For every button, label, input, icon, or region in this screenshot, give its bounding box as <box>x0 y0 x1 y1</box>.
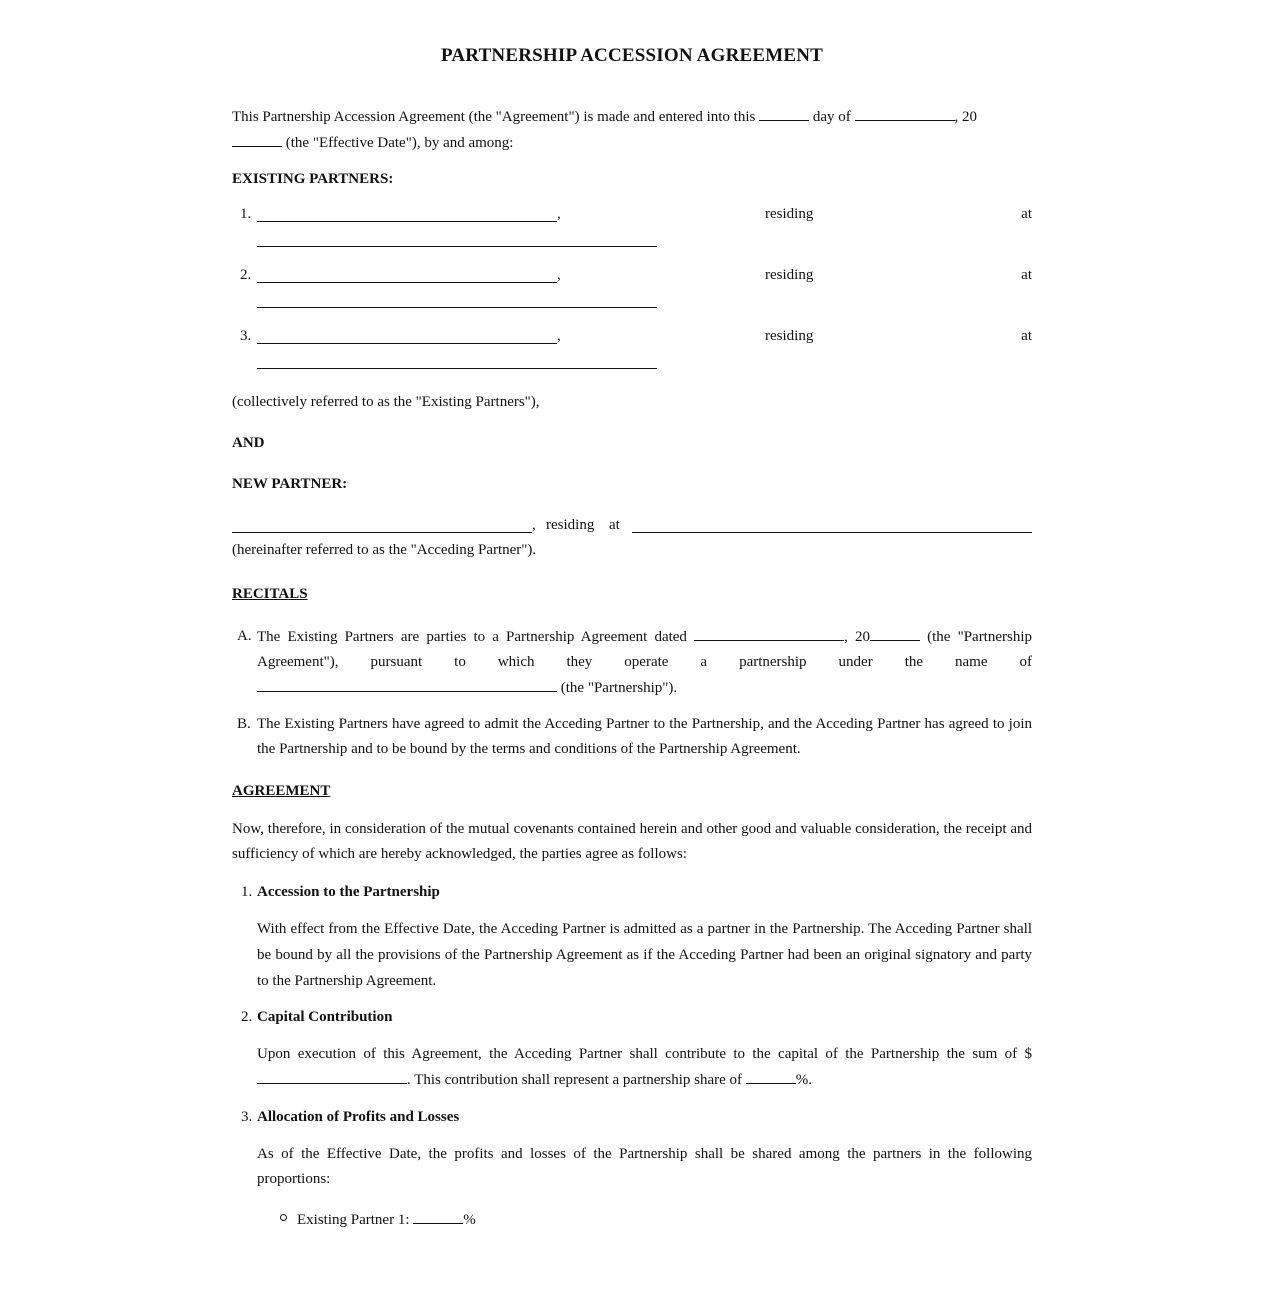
residing-text: residing <box>765 267 814 283</box>
agreement-date-blank[interactable] <box>694 624 844 641</box>
agreement-heading: AGREEMENT <box>232 783 331 799</box>
partner-name-blank[interactable] <box>257 221 557 222</box>
partner-address-blank[interactable] <box>257 368 657 369</box>
intro-text-1: This Partnership Accession Agreement (the "Agreement") is made and entered into this <box>232 109 756 125</box>
collective-text: (collectively referred to as the "Existing Partners"), <box>232 394 540 410</box>
year-prefix-text: , 20 <box>954 109 978 125</box>
at-text: at <box>609 517 620 533</box>
day-of-text: day of <box>812 109 851 125</box>
recital-a-text-3: (the "Partnership"). <box>560 680 678 696</box>
partner-address-blank[interactable] <box>257 246 657 247</box>
new-partner-heading: NEW PARTNER: <box>232 476 348 492</box>
at-text: at <box>1021 267 1032 283</box>
recital-a-line-2: Agreement"), pursuant to which they operate a partnership under the name of <box>257 654 1032 670</box>
clause-title: Allocation of Profits and Losses <box>257 1109 460 1125</box>
intro-paragraph <box>232 104 1032 156</box>
clause-2-body <box>232 1042 1032 1093</box>
share-percent-blank[interactable] <box>746 1067 796 1084</box>
clause-title: Accession to the Partnership <box>257 884 440 900</box>
month-blank[interactable] <box>855 104 955 121</box>
clause-number: 3. <box>241 1109 253 1125</box>
recital-a-year-text: , 20 <box>844 629 870 645</box>
recital-a-text-1: The Existing Partners are parties to a Partnership Agreement dated <box>257 629 687 645</box>
bullet-suffix: % <box>463 1212 476 1228</box>
recital-a-line-3 <box>257 675 1032 701</box>
partner-1-percent-blank[interactable] <box>413 1207 463 1224</box>
comma-text: , <box>557 267 561 283</box>
clause-1-heading <box>232 884 1032 901</box>
agreement-intro: Now, therefore, in consideration of the mutual covenants contained herein and other good and valuable consideration, the receipt and sufficiency of which are hereby acknowledged, the parties agree as follows: <box>232 821 1032 862</box>
residing-text: residing <box>546 517 595 533</box>
existing-partners-heading: EXISTING PARTNERS: <box>232 171 394 187</box>
clause-2-text-1: Upon execution of this Agreement, the Acceding Partner shall contribute to the capital of the Partnership the sum of $ <box>257 1046 1032 1062</box>
residing-text: residing <box>765 328 814 344</box>
recital-label: B. <box>237 716 251 732</box>
bullet-circle-icon <box>280 1214 287 1221</box>
recital-b-text: The Existing Partners have agreed to admit the Acceding Partner to the Partnership, and the Acceding Partner has agreed to join the Partnership and to be bound by the terms and conditions of the Partnership Agreement. <box>257 716 1032 757</box>
partner-number: 2. <box>240 267 252 283</box>
clause-2-heading <box>232 1009 1032 1026</box>
clause-2-text-2: . This contribution shall represent a partnership share of <box>407 1072 743 1088</box>
existing-partner-row-3 <box>232 328 1032 389</box>
agreement-year-blank[interactable] <box>870 624 920 641</box>
document-title: PARTNERSHIP ACCESSION AGREEMENT <box>440 45 824 66</box>
profit-share-item <box>232 1207 1032 1229</box>
clause-3-body: As of the Effective Date, the profits and losses of the Partnership shall be shared among the partners in the following proportions: <box>257 1146 1032 1187</box>
new-partner-name-blank[interactable] <box>232 532 532 533</box>
hereinafter-text: (hereinafter referred to as the "Acceding Partner"). <box>232 542 537 558</box>
recital-b <box>232 712 1032 762</box>
recital-label: A. <box>237 628 252 644</box>
residing-text: residing <box>765 206 814 222</box>
intro-text-2: (the "Effective Date"), by and among: <box>285 135 514 151</box>
partner-name-blank[interactable] <box>257 282 557 283</box>
and-label: AND <box>232 435 265 451</box>
existing-partner-row-2 <box>232 267 1032 328</box>
clause-number: 2. <box>241 1009 253 1025</box>
comma-text: , <box>532 517 536 533</box>
partner-number: 1. <box>240 206 252 222</box>
clause-2-text-3: %. <box>795 1072 813 1088</box>
existing-partner-row-1 <box>232 206 1032 267</box>
contribution-amount-blank[interactable] <box>257 1067 407 1084</box>
comma-text: , <box>557 206 561 222</box>
new-partner-address-blank[interactable] <box>632 532 1032 533</box>
at-text: at <box>1021 206 1032 222</box>
clause-title: Capital Contribution <box>257 1009 393 1025</box>
clause-1-body: With effect from the Effective Date, the Acceding Partner is admitted as a partner in the Partnership. The Acceding Partner shall be bound by all the provisions of the Partnership Agreement as if the Acceding Partner had been an original signatory and party to the Partnership Agreement. <box>257 921 1032 989</box>
new-partner-row <box>232 517 1032 541</box>
recital-a-line-1 <box>257 624 1032 650</box>
year-blank[interactable] <box>232 130 282 147</box>
partner-number: 3. <box>240 328 252 344</box>
recitals-heading: RECITALS <box>232 586 308 602</box>
partner-address-blank[interactable] <box>257 307 657 308</box>
document-page <box>232 0 1032 1229</box>
clause-2-line-2 <box>257 1067 1032 1093</box>
recital-a-text-2: (the "Partnership <box>927 629 1033 645</box>
at-text: at <box>1021 328 1032 344</box>
recital-a <box>232 624 1032 701</box>
partner-name-blank[interactable] <box>257 343 557 344</box>
bullet-label: Existing Partner 1: <box>297 1212 410 1228</box>
comma-text: , <box>557 328 561 344</box>
clause-3-heading <box>232 1109 1032 1126</box>
clause-number: 1. <box>241 884 253 900</box>
partnership-name-blank[interactable] <box>257 675 557 692</box>
day-blank[interactable] <box>759 104 809 121</box>
